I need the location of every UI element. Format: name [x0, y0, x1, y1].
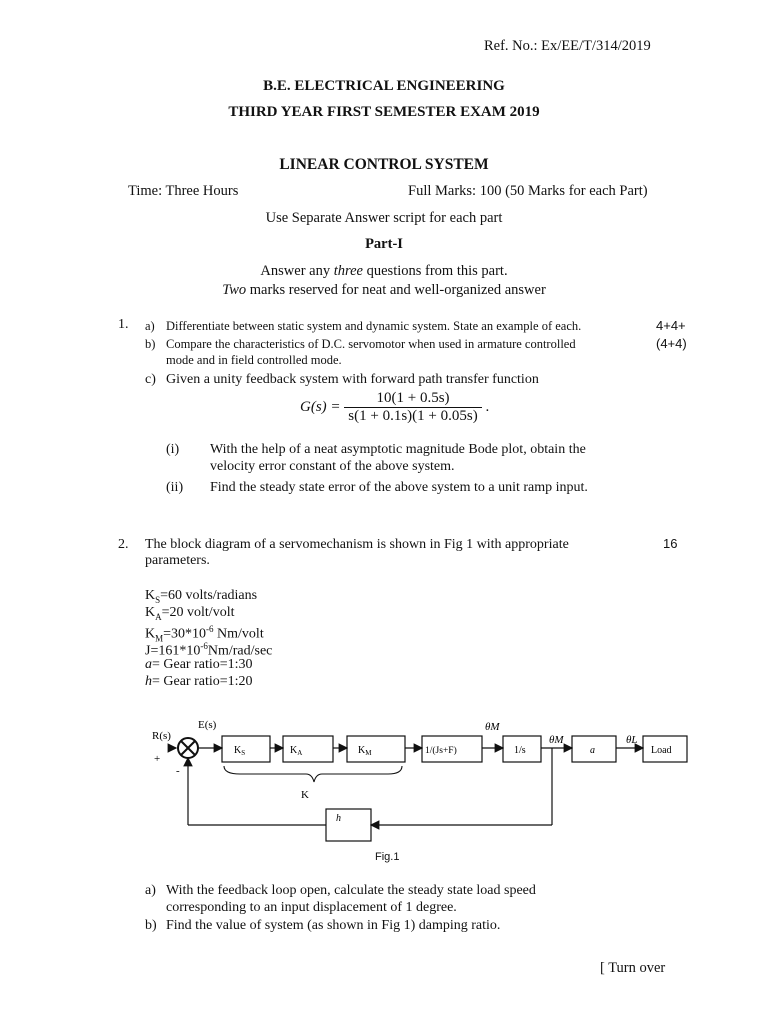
- param-j: $J=161*10^{-6}Nm/rad/\sec$: [145, 641, 273, 659]
- motor-label: 1/(Js+F): [425, 746, 457, 756]
- q1a-text: Differentiate between static system and dynamic system. State an example of each.: [166, 319, 582, 333]
- full-marks: Full Marks: 100 (50 Marks for each Part): [408, 183, 648, 199]
- q2b-text: Find the value of system (as shown in Fig 1) damping ratio.: [166, 918, 501, 933]
- turn-over-note: [ Turn over: [600, 960, 666, 976]
- gain-brace: [224, 766, 402, 782]
- transfer-function-formula: G(s) = $\frac{10(1 + 0.5s)}{s(1 + 0.1s)(1 + 0.05s)}$ .: [300, 390, 490, 424]
- param-gear-a: a= Gear ratio=1:30: [145, 657, 253, 672]
- theta-dot-label: θ̇M: [485, 721, 500, 733]
- ks-label: $K_S$: [234, 745, 246, 757]
- q1c-i-label: (i): [166, 442, 180, 457]
- part-heading: Part-I: [365, 236, 403, 252]
- q2b-label: b): [145, 918, 157, 933]
- plus-sign: +: [154, 753, 161, 765]
- km-block: [347, 736, 405, 762]
- param-ka: $K_A=20$ volt/volt: [145, 605, 235, 622]
- instruction-line: Answer any three questions from this part.: [260, 263, 508, 279]
- subject-title: LINEAR CONTROL SYSTEM: [279, 156, 489, 173]
- exam-time: Time: Three Hours: [128, 183, 239, 199]
- q1b-text-2: mode and in field controlled mode.: [166, 353, 342, 367]
- question-1-number: 1.: [118, 317, 129, 332]
- ka-label: $K_A$: [290, 745, 303, 757]
- q2-text-1: The block diagram of a servomechanism is shown in Fig 1 with appropriate: [145, 537, 569, 552]
- transfer-function-fraction: $\frac{10(1 + 0.5s)}{s(1 + 0.1s)(1 + 0.05s)}$: [344, 390, 481, 425]
- q2a-text-1: With the feedback loop open, calculate the steady state load speed: [166, 883, 536, 898]
- summing-junction: [178, 738, 198, 758]
- department-title: B.E. ELECTRICAL ENGINEERING: [263, 78, 505, 94]
- exam-title: THIRD YEAR FIRST SEMESTER EXAM 2019: [228, 104, 540, 120]
- input-label: R(s): [152, 730, 171, 742]
- q1c-ii-label: (ii): [166, 480, 184, 495]
- param-km: $K_M=30*10^{-6}$ Nm/volt: [145, 624, 264, 644]
- ks-block: [222, 736, 270, 762]
- servomechanism-block-diagram: [140, 710, 700, 850]
- load-label: Load: [651, 745, 672, 756]
- q2-text-2: parameters.: [145, 553, 210, 568]
- minus-sign: -: [176, 765, 180, 777]
- figure-caption: Fig.1: [375, 851, 400, 863]
- q1c-ii-text: Find the steady state error of the above system to a unit ramp input.: [210, 480, 588, 495]
- theta-l-label: θL: [626, 734, 638, 746]
- question-2-number: 2.: [118, 537, 129, 552]
- q2a-text-2: corresponding to an input displacement of 1 degree.: [166, 900, 457, 915]
- separate-script-note: Use Separate Answer script for each part: [265, 210, 503, 226]
- gear-a-label: a: [590, 745, 595, 756]
- q1c-i-text-2: velocity error constant of the above system.: [210, 459, 455, 474]
- q2-marks: 16: [663, 536, 678, 551]
- q1c-text: Given a unity feedback system with forward path transfer function: [166, 372, 539, 387]
- q1c-i-text-1: With the help of a neat asymptotic magnitude Bode plot, obtain the: [210, 442, 586, 457]
- k-label: K: [301, 789, 309, 801]
- param-ks: $K_S=60$ volts/radians: [145, 588, 258, 605]
- theta-m-label: θM: [549, 734, 564, 746]
- error-label: E(s): [198, 719, 217, 731]
- q1-marks-b: (4+4): [656, 336, 687, 351]
- q1a-label: a): [145, 319, 155, 333]
- reserve-marks-line: Two marks reserved for neat and well-organized answer: [222, 282, 546, 298]
- feedback-h-label: h: [336, 813, 341, 824]
- reference-number: Ref. No.: Ex/EE/T/314/2019: [484, 38, 651, 54]
- q1c-label: c): [145, 372, 156, 387]
- q1b-text-1: Compare the characteristics of D.C. servomotor when used in armature controlled: [166, 337, 576, 351]
- km-label: $K_M$: [358, 745, 372, 757]
- feedback-h-block: [326, 809, 371, 841]
- q1-marks-a: 4+4+: [656, 318, 686, 333]
- q2a-label: a): [145, 883, 156, 898]
- integrator-label: 1/s: [514, 745, 526, 756]
- q1b-label: b): [145, 337, 156, 351]
- param-gear-h: h= Gear ratio=1:20: [145, 674, 253, 689]
